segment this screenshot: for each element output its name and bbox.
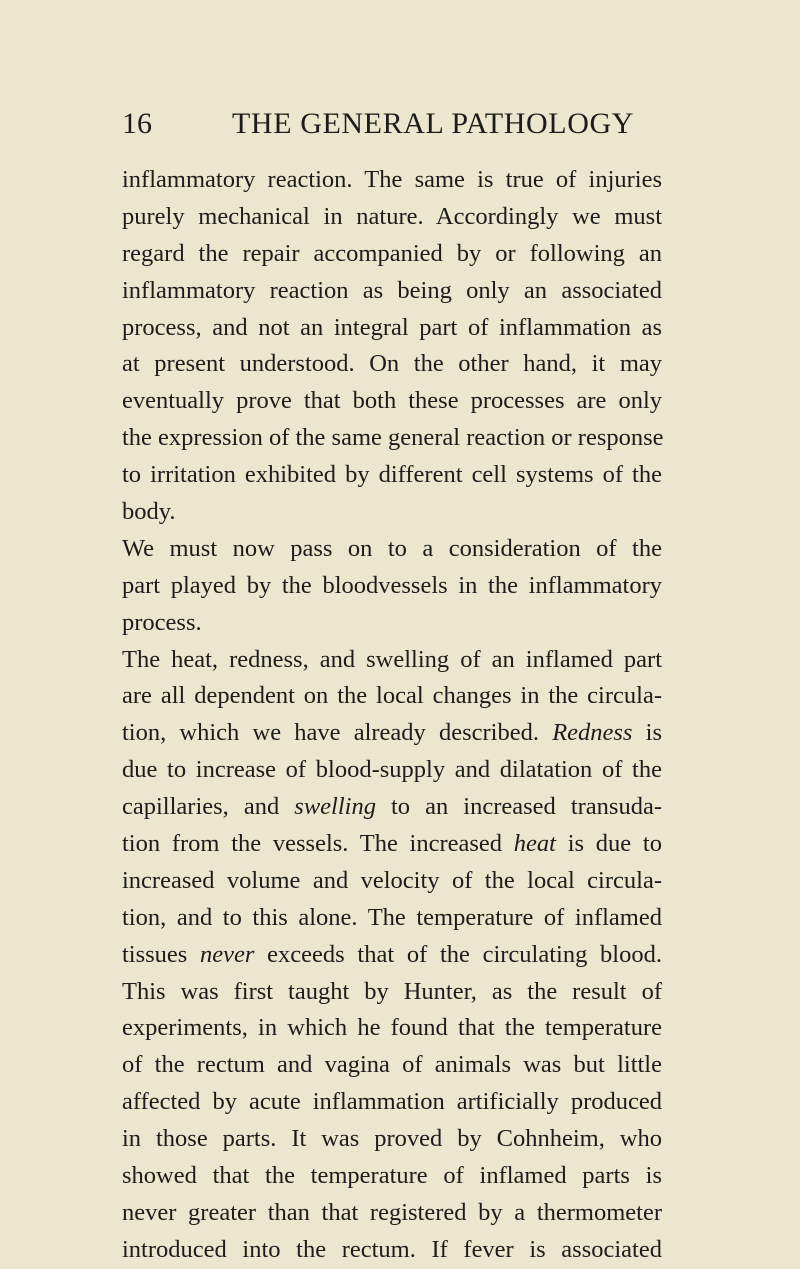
line-text: tion, and to this alone. The temperature of inflamed — [122, 903, 662, 931]
line-text: showed that the temperature of inflamed parts is — [122, 1162, 662, 1190]
text-line — [122, 789, 662, 826]
line-text: purely mechanical in nature. Accordingly we must — [122, 202, 662, 230]
text-line — [122, 1084, 662, 1121]
page-number: 16 — [122, 107, 152, 140]
text-line — [122, 494, 662, 531]
line-text: tion, which we have already described. — [122, 719, 539, 747]
italic-term: heat — [513, 830, 556, 858]
line-text: process. — [122, 608, 202, 636]
line-text: eventually prove that both these processes are only — [122, 387, 662, 415]
line-text: in those parts. It was proved by Cohnheim, who — [122, 1125, 662, 1153]
running-head — [122, 104, 662, 144]
text-line — [122, 531, 662, 568]
line-text: regard the repair accompanied by or following an — [122, 239, 662, 267]
line-text: of the rectum and vagina of animals was but little — [122, 1051, 662, 1079]
line-text-after: to an increased transuda- — [375, 793, 662, 821]
text-line — [122, 383, 662, 420]
line-text: tissues — [122, 940, 201, 968]
line-text: This was first taught by Hunter, as the result of — [122, 977, 662, 1005]
text-line — [122, 863, 662, 900]
text-line — [122, 199, 662, 236]
line-text: process, and not an integral part of inflammation as — [122, 313, 662, 341]
text-line — [122, 678, 662, 715]
text-line — [122, 273, 662, 310]
text-line — [122, 1195, 662, 1232]
text-line — [122, 1010, 662, 1047]
text-line — [122, 974, 662, 1011]
line-text: never greater than that registered by a thermometer — [122, 1198, 662, 1226]
text-line — [122, 236, 662, 273]
text-line — [122, 642, 662, 679]
text-line — [122, 568, 662, 605]
text-line — [122, 715, 662, 752]
line-text: We must now pass on to a consideration of the — [122, 534, 662, 562]
italic-term: never — [200, 940, 255, 968]
text-line — [122, 937, 662, 974]
text-line — [122, 900, 662, 937]
text-line — [122, 752, 662, 789]
line-text: the expression of the same general reaction or response — [122, 424, 664, 452]
line-text: increased volume and velocity of the local circula- — [122, 866, 662, 894]
line-text: inflammatory reaction as being only an associated — [122, 276, 662, 304]
text-line — [122, 605, 662, 642]
text-line — [122, 1158, 662, 1195]
text-line — [122, 1232, 662, 1269]
text-line — [122, 310, 662, 347]
line-text: due to increase of blood-supply and dilatation of the — [122, 756, 662, 784]
text-line — [122, 1047, 662, 1084]
text-line — [122, 1121, 662, 1158]
line-text: introduced into the rectum. If fever is associated — [122, 1235, 662, 1263]
line-text: to irritation exhibited by different cell systems of the — [122, 461, 662, 489]
line-text: tion from the vessels. The increased — [122, 830, 514, 858]
line-text: inflammatory reaction. The same is true of injuries — [122, 166, 662, 193]
text-line — [122, 420, 662, 457]
running-title: THE GENERAL PATHOLOGY — [232, 107, 635, 140]
line-text-after: is — [632, 719, 663, 747]
line-text: are all dependent on the local changes in the circula- — [122, 682, 662, 710]
body-text — [122, 162, 662, 1269]
line-text-after: exceeds that of the circulating blood. — [254, 940, 662, 968]
line-text: part played by the bloodvessels in the inflammatory — [122, 571, 662, 599]
italic-term: Redness — [552, 719, 633, 747]
text-line — [122, 826, 662, 863]
text-line — [122, 162, 662, 199]
line-text: at present understood. On the other hand, it may — [122, 350, 662, 378]
line-text: body. — [122, 498, 176, 526]
line-text: capillaries, and — [122, 793, 295, 821]
line-text: experiments, in which he found that the temperature — [122, 1014, 662, 1042]
line-text: The heat, redness, and swelling of an inflamed part — [122, 645, 662, 673]
italic-term: swelling — [294, 793, 376, 821]
text-line — [122, 457, 662, 494]
line-text: affected by acute inflammation artificially produced — [122, 1088, 662, 1116]
text-line — [122, 346, 662, 383]
line-text-after: is due to — [555, 830, 662, 858]
